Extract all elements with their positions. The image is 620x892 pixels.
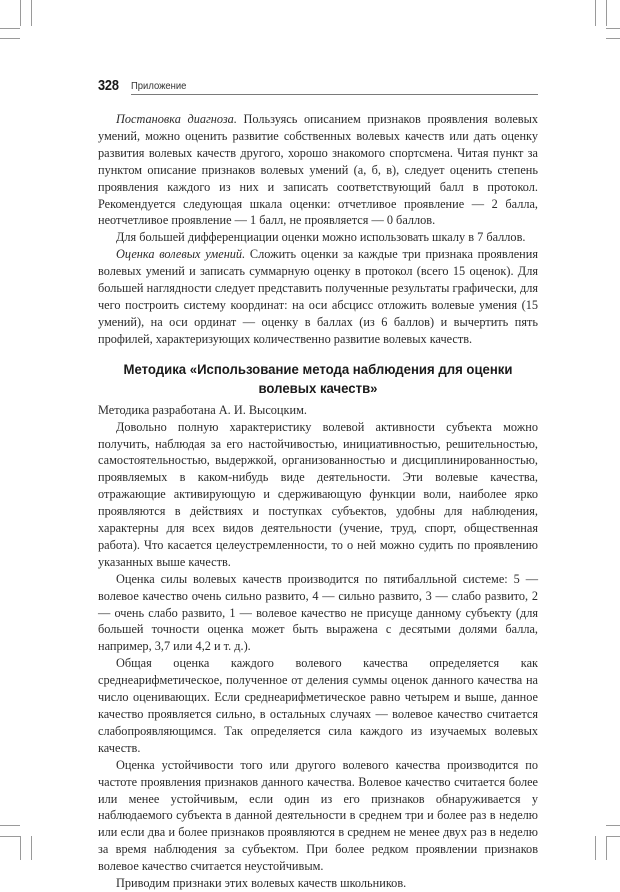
section-paragraph: Оценка устойчивости того или другого волевого качества производится по частоте проявления признаков данного качества. Волевое качество считается более или менее устойчивым, если один из его признаков обнаруживается у наблюдаемого субъекта в данной деятельности в среднем три и более раз в неделю или если два и более признаков проявляются в среднем не менее двух раз в неделю за время наблюдения за субъектом. При более редком проявлении признаков волевое качество считается неустойчивым. — [98, 757, 538, 874]
section-paragraph: Оценка силы волевых качеств производится по пятибалльной системе: 5 — волевое качество очень сильно развито, 4 — сильно развито, 3 — слабо развито, 2 — очень слабо развито, 1 — волевое качество не присуще данному субъекту (для большей точности оценка может быть выражена с десятыми долями балла, например, 3,7 или 4,2 и т. д.). — [98, 571, 538, 654]
crop-mark-bottom-left-v2 — [31, 836, 32, 860]
crop-mark-top-right-h — [606, 28, 620, 29]
crop-mark-top-left-h — [0, 28, 20, 29]
paragraph-skills-assessment — [98, 246, 538, 347]
crop-mark-bottom-right-v2 — [606, 836, 607, 860]
crop-mark-top-right-h2 — [606, 38, 620, 39]
running-head: Приложение — [131, 80, 187, 92]
paragraph-diagnosis — [98, 111, 538, 229]
crop-mark-bottom-right-h — [606, 825, 620, 826]
crop-mark-top-left-v2 — [31, 0, 32, 26]
paragraph-lead: Оценка волевых умений. — [116, 247, 246, 262]
crop-mark-bottom-left-h — [0, 825, 20, 826]
page-number: 328 — [98, 78, 119, 94]
paragraph-scale-7 — [98, 229, 538, 246]
crop-mark-bottom-right-v — [595, 836, 596, 860]
crop-mark-top-left-v — [20, 0, 21, 26]
crop-mark-bottom-right-h2 — [606, 836, 620, 837]
crop-mark-bottom-left-v — [20, 836, 21, 860]
crop-mark-top-left-h2 — [0, 38, 20, 39]
author-line: Методика разработана А. И. Высоцким. — [98, 402, 307, 417]
section-paragraph: Довольно полную характеристику волевой активности субъекта можно получить, наблюдая за его настойчивостью, инициативностью, решительностью, самостоятельностью, выдержкой, организованностью и дисциплинированностью, проявляемых в каком-нибудь виде деятельности. Эти волевые качества, отражающие активирующую и сдерживающую функции воли, наиболее ярко проявляются в действиях и поступках субъектов, удобны для наблюдения, характерны для всех видов деятельности (учение, труд, спорт, общественная работа). Что касается целеустремленности, то о ней можно судить по проявлению указанных выше качеств. — [98, 419, 538, 569]
crop-mark-top-right-v — [595, 0, 596, 26]
header-rule — [131, 94, 538, 95]
paragraph-text: Пользуясь описанием признаков проявления волевых умений, можно оценить развитие собственных волевых качеств или дать оценку развития волевых качеств другого, хорошо знакомого спортсмена. Читая пункт за пунктом описание признаков волевых умений (а, б, в), следует оценить степень проявления каждого из них и записать соответствующий балл в протокол. Рекомендуется следующая шкала оценки: отчетливое проявление — 2 балла, неотчетливое проявление — 1 балл, не проявляется — 0 баллов. — [98, 112, 539, 228]
section-paragraph: Общая оценка каждого волевого качества определяется как среднеарифметическое, полученное от деления суммы оценок данного качества на число оценивающих. Если среднеарифметическое равно четырем и выше, данное качество проявляется сильно, в остальных случаях — волевое качество считается слабопроявляющимся. Так определяется сила каждого из изучаемых волевых качеств. — [98, 656, 538, 755]
paragraph-text: Сложить оценки за каждые три признака проявления волевых умений и записать суммарную оценку в протокол (всего 15 оценок). Для большей наглядности следует представить полученные результаты графически, для чего построить систему координат: на оси абсцисс отложить волевые умения (15 умений), на оси ординат — оценку в баллах (из 6 баллов) и вычертить пять профилей, характеризующих количественно развитие волевых качеств. — [98, 247, 538, 346]
paragraph-lead: Постановка диагноза. — [116, 112, 237, 126]
page-body — [98, 111, 538, 892]
crop-mark-top-right-v2 — [606, 0, 607, 26]
section-paragraph: Приводим признаки этих волевых качеств школьников. — [116, 876, 407, 891]
section-title: Методика «Использование метода наблюдения для оценки волевых качеств» — [123, 360, 513, 396]
page-header — [98, 78, 538, 96]
crop-mark-bottom-left-h2 — [0, 836, 20, 837]
paragraph-text: Для большей дифференциации оценки можно использовать шкалу в 7 баллов. — [116, 230, 526, 245]
